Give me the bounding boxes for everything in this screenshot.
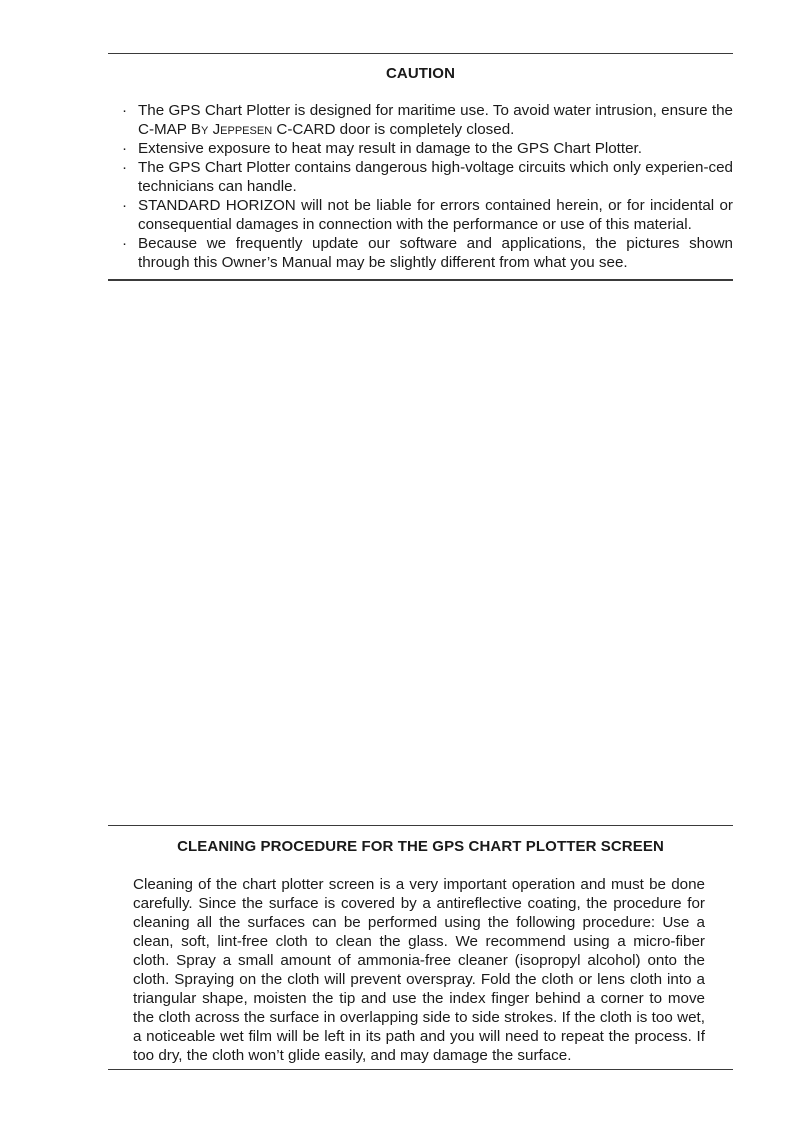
bullet-glyph: · — [122, 197, 128, 214]
caution-item-text: Extensive exposure to heat may result in damage to the GPS Chart Plotter. — [138, 140, 642, 157]
bullet-glyph: · — [122, 102, 128, 119]
caution-item — [108, 139, 733, 158]
caution-item — [108, 101, 733, 139]
caution-item-text: Because we frequently update our software and applications, the pictures shown through this Owner’s Manual may be slightly different from what you see. — [138, 235, 733, 271]
caution-list — [108, 101, 733, 272]
caution-top-rule — [108, 53, 733, 54]
bullet-glyph: · — [122, 235, 128, 252]
cleaning-body: Cleaning of the chart plotter screen is a very important operation and must be done carefully. Since the surface is covered by a antireflective coating, the procedure for cleaning all the surfaces can be performed using the following procedure: Use a clean, soft, lint-free cloth to clean the glass. We recommend using a micro-fiber cloth. Spray a small amount of ammonia-free cleaner (isopropyl alcohol) onto the cloth. Spraying on the cloth will prevent overspray. Fold the cloth or lens cloth into a triangular shape, moisten the tip and use the index finger behind a corner to move the cloth across the surface in overlapping side to side strokes. If the cloth is too wet, a noticeable wet film will be left in its path and you will need to repeat the process. If too dry, the cloth won’t glide easily, and may damage the surface. — [133, 876, 705, 1064]
caution-item-text: C-CARD door is completely closed. — [272, 121, 515, 138]
cleaning-title: CLEANING PROCEDURE FOR THE GPS CHART PLOTTER SCREEN — [177, 838, 664, 855]
cleaning-bottom-rule — [108, 1069, 733, 1070]
cleaning-top-rule — [108, 825, 733, 826]
caution-item-smallcaps: By Jeppesen — [190, 121, 273, 138]
caution-title: CAUTION — [385, 65, 456, 82]
caution-item-text: STANDARD HORIZON will not be liable for errors contained herein, or for incidental or consequential damages in connection with the performance or use of this material. — [138, 197, 733, 233]
caution-item-text: The GPS Chart Plotter contains dangerous high-voltage circuits which only experien-ced technicians can handle. — [138, 159, 733, 195]
bullet-glyph: · — [122, 140, 128, 157]
bullet-glyph: · — [122, 159, 128, 176]
caution-item — [108, 196, 733, 234]
caution-item-text: The GPS Chart Plotter is designed for maritime use. To avoid water intrusion, ensure the C-MAP — [138, 102, 733, 138]
caution-bottom-rule — [108, 279, 733, 281]
caution-item — [108, 158, 733, 196]
caution-item — [108, 234, 733, 272]
